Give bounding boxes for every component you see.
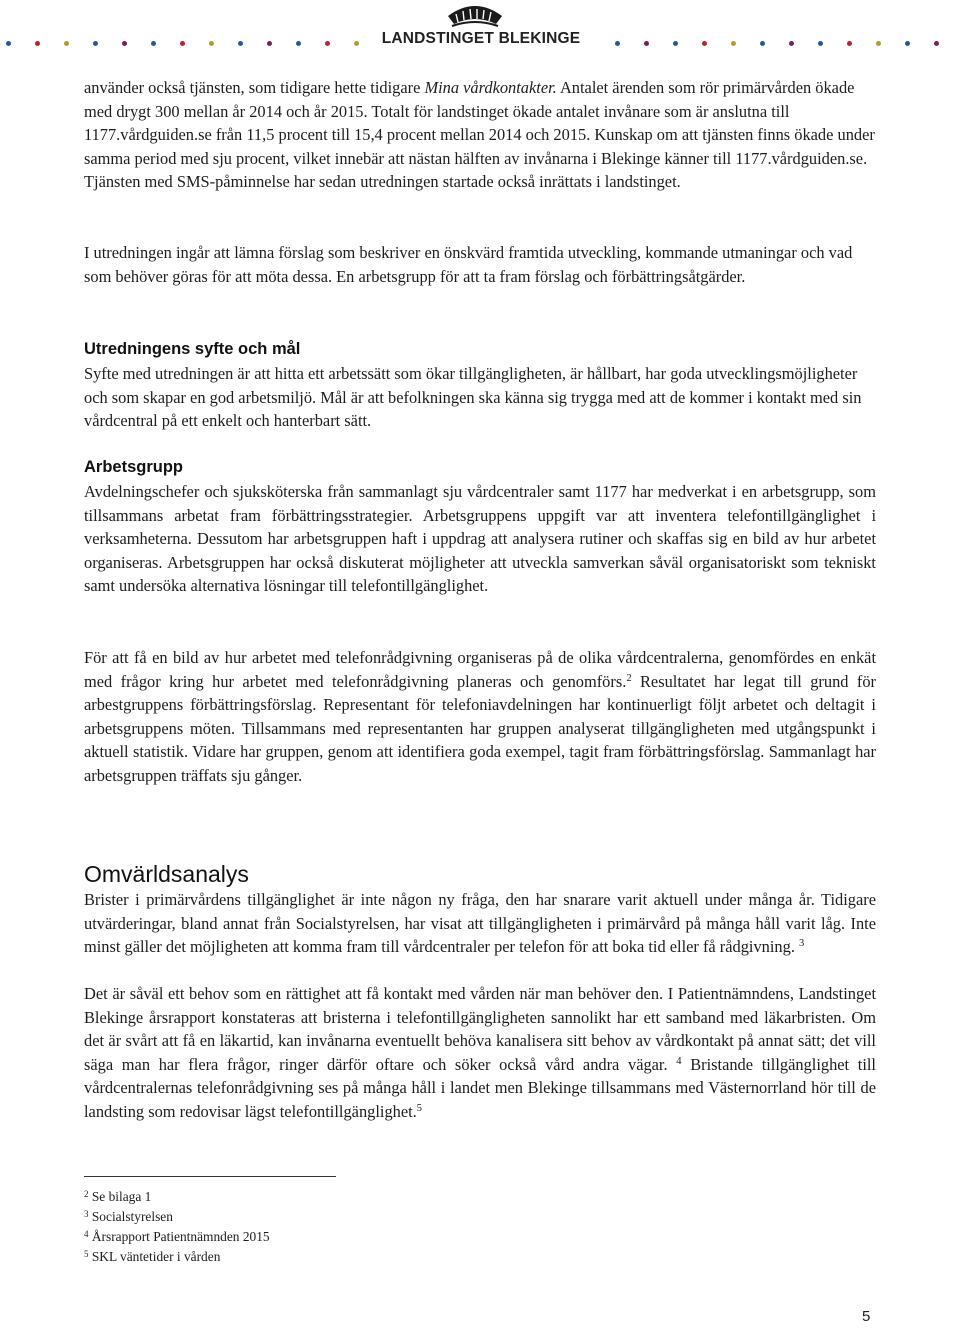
decorative-dot xyxy=(702,41,707,46)
decorative-dot xyxy=(151,41,156,46)
footnote-number: 4 xyxy=(84,1229,89,1239)
text-span: använder också tjänsten, som tidigare hette tidigare xyxy=(84,78,425,97)
decorative-dot xyxy=(354,41,359,46)
landstinget-ship-logo-icon xyxy=(446,2,504,28)
footnote-item xyxy=(84,1209,173,1225)
footnote-number: 3 xyxy=(84,1209,89,1219)
decorative-dot xyxy=(760,41,765,46)
footnote-number: 2 xyxy=(84,1189,89,1199)
text-span: Brister i primärvårdens tillgänglighet är inte någon ny fråga, den har snarare varit aktuell under många år. Tidigare utvärderingar, bland annat från Socialstyrelsen, har visat att tillgängligheten i primärvård på många håll varit låg. Inte minst gäller det möjligheten att komma fram till vårdcentraler per telefon för att boka tid eller få rådgivning. xyxy=(84,890,876,957)
decorative-dot xyxy=(789,41,794,46)
paragraph-intro xyxy=(84,76,876,217)
paragraph-arbetsgrupp: Avdelningschefer och sjuksköterska från sammanlagt sju vårdcentraler samt 1177 har medverkat i en arbetsgrupp, som tillsammans arbetat fram förbättringsstrategier. Arbetsgruppens uppgift var att inventera telefontillgänglighet i verksamheterna. Dessutom har arbetsgruppen haft i uppdrag att analysera rutiner och skaffas sig en bild av hur arbetet organiseras. Arbetsgruppen har också diskuterat möjligheter att utveckla samverkan såväl organisatoriskt som tekniskt samt undersöka alternativa lösningar till telefontillgänglighet. xyxy=(84,482,876,596)
decorative-dot xyxy=(122,41,127,46)
heading-omvarldsanalys: Omvärldsanalys xyxy=(84,861,249,887)
heading-arbetsgrupp: Arbetsgrupp xyxy=(84,458,183,476)
paragraph-brister xyxy=(84,888,876,982)
document-body xyxy=(84,76,876,1124)
paragraph-enkat xyxy=(84,646,876,812)
decorative-dot xyxy=(180,41,185,46)
decorative-dot-row xyxy=(0,41,960,49)
heading-syfte: Utredningens syfte och mål xyxy=(84,340,301,358)
footnote-item xyxy=(84,1229,270,1245)
footnote-text: Årsrapport Patientnämnden 2015 xyxy=(91,1229,270,1244)
decorative-dot xyxy=(64,41,69,46)
decorative-dot xyxy=(876,41,881,46)
decorative-dot xyxy=(731,41,736,46)
decorative-dot xyxy=(615,41,620,46)
footnote-text: Socialstyrelsen xyxy=(91,1209,173,1224)
text-span: Det är såväl ett behov som en rättighet att få kontakt med vården när man behöver den. I Patientnämndens, Landstinget Blekinge årsrapport konstateras att bristerna i telefontillgängligheten sannolikt har ett samband med läkarbristen. Om det är svårt att få en läkartid, kan invånarna eventuellt behöva kanalisera sitt behov av vårdkontakt på annat sätt; det vill säga man har flera frågor, ringer därför oftare och söker också vård andra vägar. xyxy=(84,984,876,1074)
footnote-divider xyxy=(84,1176,336,1177)
paragraph-syfte: Syfte med utredningen är att hitta ett arbetssätt som ökar tillgängligheten, är hållbart, har goda utvecklingsmöjligheter och som skapar en god arbetsmiljö. Mål är att befolkningen ska känna sig trygga med att de kommer i kontakt med sin vårdcentral på ett enkelt och hanterbart sätt. xyxy=(84,364,862,431)
decorative-dot xyxy=(818,41,823,46)
footnote-number: 5 xyxy=(84,1249,89,1259)
decorative-dot xyxy=(905,41,910,46)
text-span: Resultatet har legat till grund för arbestgruppens förbättringsförslag. Representant för telefoniavdelningen har kontinuerligt följt arbetet och deltagit i arbetsgruppens möten. Tillsammans med representanten har gruppen analyserat tillgängligheten med utgångspunkt i aktuell statistik. Vidare har gruppen, genom att identifiera goda exempel, tagit fram förbättringsförslag. Sammanlagt har arbetsgruppen träffats sju gånger. xyxy=(84,671,876,785)
footnote-item xyxy=(84,1249,220,1265)
decorative-dot xyxy=(847,41,852,46)
decorative-dot xyxy=(296,41,301,46)
page-number: 5 xyxy=(862,1308,871,1325)
decorative-dot xyxy=(267,41,272,46)
decorative-dot xyxy=(93,41,98,46)
footnote-ref: 2 xyxy=(626,672,632,684)
text-span: För att få en bild av hur arbetet med telefonrådgivning organiseras på de olika vårdcentralerna, genomfördes en enkät med frågor kring hur arbetet med telefonrådgivning planeras och genomförs. xyxy=(84,648,876,691)
logo-text: LANDSTINGET BLEKINGE xyxy=(381,30,581,47)
text-span: Antalet ärenden som rör primärvården ökade med drygt 300 mellan år 2014 och år 2015. Totalt för landstinget ökade antalet invånare som är anslutna till 1177.vårdguiden.se från 11,5 procent till 15,4 procent mellan 2014 och 2015. Kunskap om att tjänsten finns ökade under samma period med sju procent, vilket innebär att nästan hälften av invånarna i Blekinge känner till 1177.vårdguiden.se. Tjänsten med SMS-påminnelse har sedan utredningen startade också inrättats i landstinget. xyxy=(84,78,875,192)
page-header xyxy=(0,0,960,60)
footnote-text: Se bilaga 1 xyxy=(91,1189,152,1204)
footnote-item xyxy=(84,1189,151,1205)
footnote-ref: 4 xyxy=(676,1055,682,1067)
emphasis-text: Mina vårdkontakter. xyxy=(424,78,557,97)
paragraph-rattighet xyxy=(84,982,876,1124)
footnote-text: SKL väntetider i vården xyxy=(91,1249,221,1264)
decorative-dot xyxy=(209,41,214,46)
footnote-ref: 3 xyxy=(799,938,805,950)
decorative-dot xyxy=(934,41,939,46)
decorative-dot xyxy=(238,41,243,46)
decorative-dot xyxy=(325,41,330,46)
paragraph-utredning: I utredningen ingår att lämna förslag som beskriver en önskvärd framtida utveckling, kommande utmaningar och vad som behöver göras för att möta dessa. En arbetsgrupp för att ta fram förslag och förbättringsåtgärder. xyxy=(84,243,853,286)
text-span: Bristande tillgänglighet till vårdcentralernas telefonrådgivning ses på många håll i landet men Blekinge tillsammans med Västernorrland hör till de landsting som redovisar lägst telefontillgänglighet. xyxy=(84,1054,876,1121)
decorative-dot xyxy=(644,41,649,46)
decorative-dot xyxy=(6,41,11,46)
footnote-ref: 5 xyxy=(416,1102,423,1114)
decorative-dot xyxy=(35,41,40,46)
decorative-dot xyxy=(673,41,678,46)
